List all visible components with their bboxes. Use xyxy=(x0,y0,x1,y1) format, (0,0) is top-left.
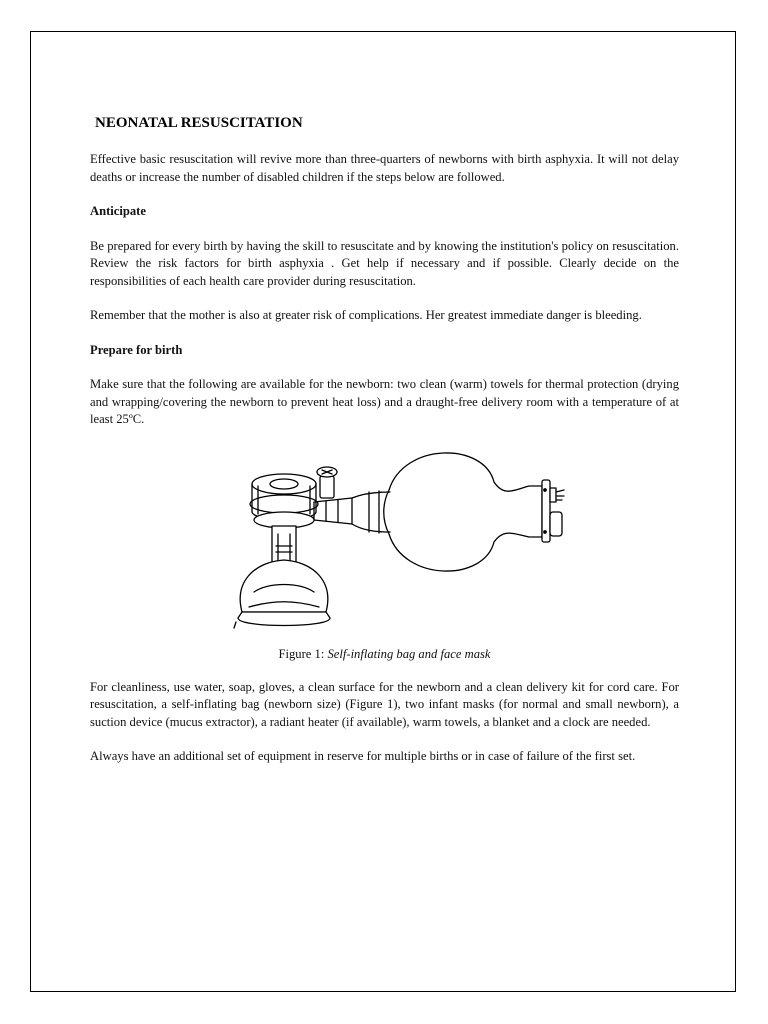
document-content xyxy=(90,114,679,783)
document-title: NEONATAL RESUSCITATION xyxy=(95,115,303,131)
figure-caption xyxy=(90,646,679,664)
heading-prepare-for-birth: Prepare for birth xyxy=(90,342,183,357)
figure-caption-prefix: Figure 1: xyxy=(278,646,328,661)
equipment-paragraph: For cleanliness, use water, soap, gloves, a clean surface for the newborn and a clean delivery kit for cord care. For resuscitation, a self-inflating bag (newborn size) (Figure 1), two infant masks (for normal and small newborn), a suction device (mucus extractor), a radiant heater (if available), warm towels, a blanket and a clock are needed. xyxy=(90,679,679,729)
prepare-paragraph-1: Make sure that the following are available for the newborn: two clean (warm) towels for thermal protection (drying and wrapping/covering the newborn to prevent heat loss) and a draught-free delivery room with a temperature of at least 25ºC. xyxy=(90,377,679,426)
anticipate-paragraph-2: Remember that the mother is also at greater risk of complications. Her greatest immediate danger is bleeding. xyxy=(90,308,642,322)
document-page xyxy=(30,31,736,992)
figure-1 xyxy=(90,442,679,667)
self-inflating-bag-illustration xyxy=(194,442,574,642)
heading-anticipate: Anticipate xyxy=(90,204,146,218)
figure-caption-title: Self-inflating bag and face mask xyxy=(327,646,491,661)
reserve-paragraph: Always have an additional set of equipment in reserve for multiple births or in case of failure of the first set. xyxy=(90,749,636,763)
anticipate-paragraph-1: Be prepared for every birth by having the skill to resuscitate and by knowing the institution's policy on resuscitation. Review the risk factors for birth asphyxia . Get help if necessary and if possible. Clearly decide on the responsibilities of each health care provider during resuscitation. xyxy=(90,238,679,288)
intro-paragraph: Effective basic resuscitation will revive more than three-quarters of newborns with birth asphyxia. It will not delay deaths or increase the number of disabled children if the steps below are followed. xyxy=(90,152,679,184)
